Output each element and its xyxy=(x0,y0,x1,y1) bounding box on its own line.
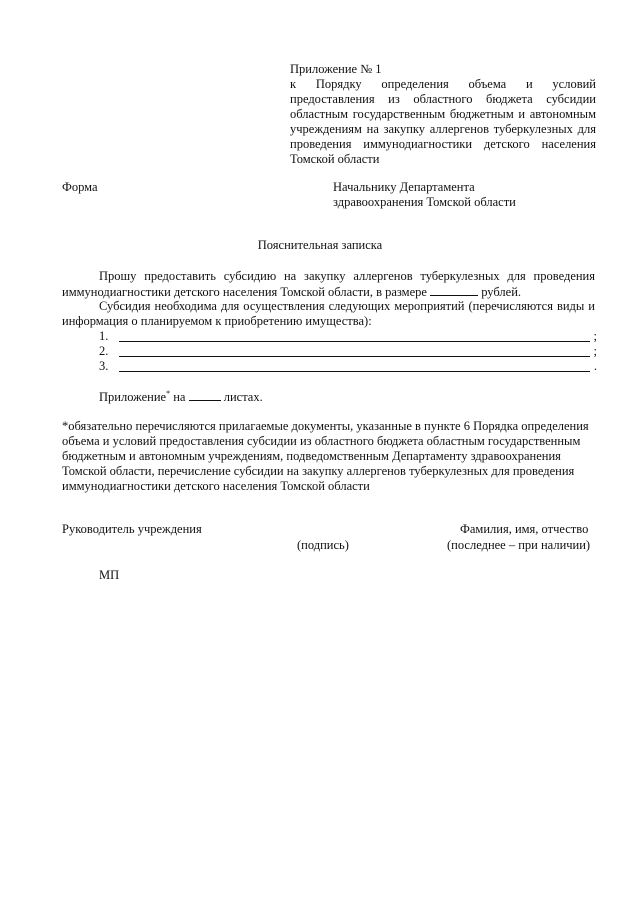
signature-caption: (подпись) xyxy=(297,538,349,552)
appendix-header xyxy=(290,62,596,167)
list-item-end: . xyxy=(593,359,597,373)
document-title: Пояснительная записка xyxy=(257,238,383,252)
list-item xyxy=(99,329,597,344)
name-caption: (последнее – при наличии) xyxy=(447,538,591,552)
attachment-line xyxy=(99,389,263,405)
purpose-paragraph: Субсидия необходима для осуществления следующих мероприятий (перечисляются виды и информация о планируемом к приобретению имущества): xyxy=(62,299,595,328)
list-item xyxy=(99,344,597,359)
stamp-placeholder: МП xyxy=(99,568,120,582)
attachment-on: на xyxy=(173,390,186,404)
attachment-label: Приложение xyxy=(99,390,167,404)
request-text: Прошу предоставить субсидию на закупку аллергенов туберкулезных для проведения иммунодиагностики детского населения Томской области, в размере xyxy=(62,269,595,299)
list-item-blank xyxy=(119,356,590,357)
list-item xyxy=(99,359,597,374)
list-item-number: 3. xyxy=(99,359,109,373)
list-item-blank xyxy=(119,371,590,372)
list-item-number: 2. xyxy=(99,344,109,358)
currency-text: рублей. xyxy=(481,285,522,299)
head-of-institution-label: Руководитель учреждения xyxy=(62,522,202,536)
sheet-count-blank xyxy=(189,389,221,401)
list-item-end: ; xyxy=(593,329,597,343)
addressee xyxy=(333,180,583,210)
list-item-end: ; xyxy=(593,344,597,358)
request-paragraph xyxy=(62,269,595,300)
footnote: *обязательно перечисляются прилагаемые документы, указанные в пункте 6 Порядка определения объема и условий предоставления субсидии из областного бюджета областным государственным бюджетным и автономным учреждениям, подведомственным Департаменту здравоохранения Томской области, перечисление субсидии на закупку аллергенов туберкулезных для проведения иммунодиагностики детского населения Томской области xyxy=(62,419,589,493)
addressee-line2: здравоохранения Томской области xyxy=(333,195,516,209)
appendix-title: Приложение № 1 xyxy=(290,62,382,76)
appendix-body: к Порядку определения объема и условий предоставления из областного бюджета субсидии областным государственным бюджетным и автономным учреждениям на закупку аллергенов туберкулезных для проведения иммунодиагностики детского населения Томской области xyxy=(290,77,596,166)
amount-blank xyxy=(430,284,478,296)
list-item-blank xyxy=(119,341,590,342)
attachment-footnote-mark: * xyxy=(166,388,171,398)
full-name-label: Фамилия, имя, отчество xyxy=(460,522,589,536)
attachment-sheets: листах. xyxy=(223,390,263,404)
addressee-line1: Начальнику Департамента xyxy=(333,180,475,194)
activities-list xyxy=(99,329,597,374)
form-label: Форма xyxy=(62,180,98,194)
list-item-number: 1. xyxy=(99,329,109,343)
